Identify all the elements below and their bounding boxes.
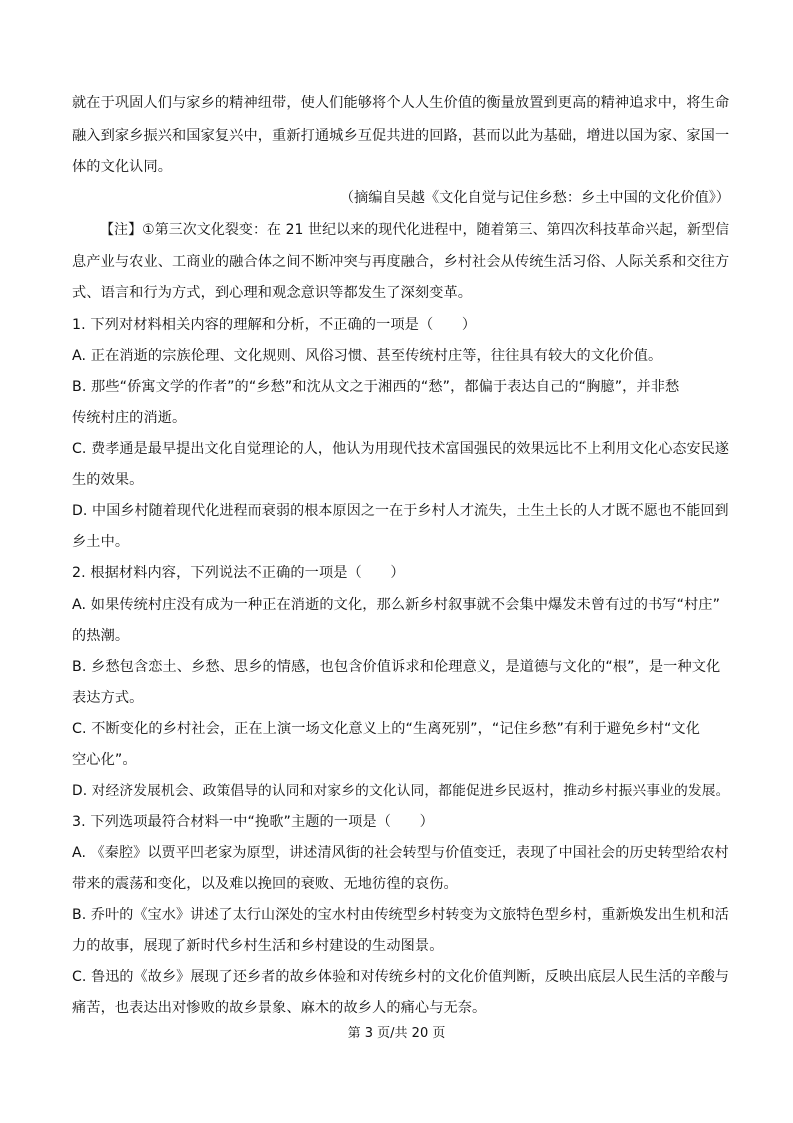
option-a-continued: 带来的震荡和变化，以及难以挽回的衰败、无地彷徨的哀伤。	[72, 876, 458, 892]
source-citation: （摘编自吴越《文化自觉与记住乡愁：乡土中国的文化价值》）	[339, 190, 730, 206]
option-c: C. 费孝通是最早提出文化自觉理论的人，他认为用现代技术富国强民的效果远比不上利用文化心态安民遂	[72, 441, 730, 457]
option-b: B. 乔叶的《宝水》讲述了太行山深处的宝水村由传统型乡村转变为文旅特色型乡村，重新焕发出生机和活	[72, 907, 729, 923]
option-d-continued: 乡土中。	[72, 534, 130, 550]
option-c: C. 不断变化的乡村社会，正在上演一场文化意义上的“生离死别”，“记住乡愁”有利于避免乡村“文化	[72, 721, 700, 737]
option-d: D. 中国乡村随着现代化进程而衰弱的根本原因之一在于乡村人才流失，土生土长的人才既不愿也不能回到	[72, 503, 729, 519]
option-b-continued: 力的故事，展现了新时代乡村生活和乡村建设的生动图景。	[72, 938, 444, 954]
paragraph-line: 体的文化认同。	[72, 159, 173, 175]
page-number: 第 3 页/共 20 页	[347, 1026, 446, 1041]
option-a: A. 正在消逝的宗族伦理、文化规则、风俗习惯、甚至传统村庄等，往往具有较大的文化价值。	[72, 348, 663, 364]
note-line: 【注】①第三次文化裂变：在 21 世纪以来的现代化进程中，随着第三、第四次科技革命兴起，新型信	[100, 222, 730, 238]
option-a: A. 如果传统村庄没有成为一种正在消逝的文化，那么新乡村叙事就不会集中爆发未曾有过的书写“村庄”	[72, 597, 721, 613]
paragraph-line: 就在于巩固人们与家乡的精神纽带，使人们能够将个人人生价值的衡量放置到更高的精神追求中，将生命	[72, 95, 730, 111]
option-c-continued: 空心化”。	[72, 752, 137, 768]
option-c-continued: 痛苦，也表达出对惨败的故乡景象、麻木的故乡人的痛心与无奈。	[72, 1000, 487, 1016]
paragraph-line: 融入到家乡振兴和国家复兴中，重新打通城乡互促共进的回路，甚而以此为基础，增进以国为家、家国一	[72, 128, 730, 144]
option-a-continued: 的热潮。	[72, 628, 130, 644]
option-b-continued: 表达方式。	[72, 690, 144, 706]
option-b-continued: 传统村庄的消逝。	[72, 410, 187, 426]
note-line: 式、语言和行为方式，到心理和观念意识等都发生了深刻变革。	[72, 285, 473, 301]
question-stem: 1. 下列对材料相关内容的理解和分析，不正确的一项是（ ）	[72, 317, 477, 333]
option-c-continued: 生的效果。	[72, 472, 144, 488]
note-line: 息产业与农业、工商业的融合体之间不断冲突与再度融合，乡村社会从传统生活习俗、人际关系和交往方	[72, 254, 730, 270]
option-a: A. 《秦腔》以贾平凹老家为原型，讲述清风街的社会转型与价值变迁，表现了中国社会的历史转型给农村	[72, 845, 729, 861]
question-stem: 3. 下列选项最符合材料一中“挽歌”主题的一项是（ ）	[72, 814, 434, 830]
question-stem: 2. 根据材料内容，下列说法不正确的一项是（ ）	[72, 565, 405, 581]
option-b: B. 乡愁包含恋土、乡愁、思乡的情感，也包含价值诉求和伦理意义，是道德与文化的“根”，是一种文化	[72, 659, 721, 675]
option-b: B. 那些“侨寓文学的作者”的“乡愁”和沈从文之于湘西的“愁”，都偏于表达自己的“胸臆”，并非愁	[72, 379, 680, 395]
option-d: D. 对经济发展机会、政策倡导的认同和对家乡的文化认同，都能促进乡民返村，推动乡村振兴事业的发展。	[72, 783, 730, 799]
option-c: C. 鲁迅的《故乡》展现了还乡者的故乡体验和对传统乡村的文化价值判断，反映出底层人民生活的辛酸与	[72, 969, 730, 985]
